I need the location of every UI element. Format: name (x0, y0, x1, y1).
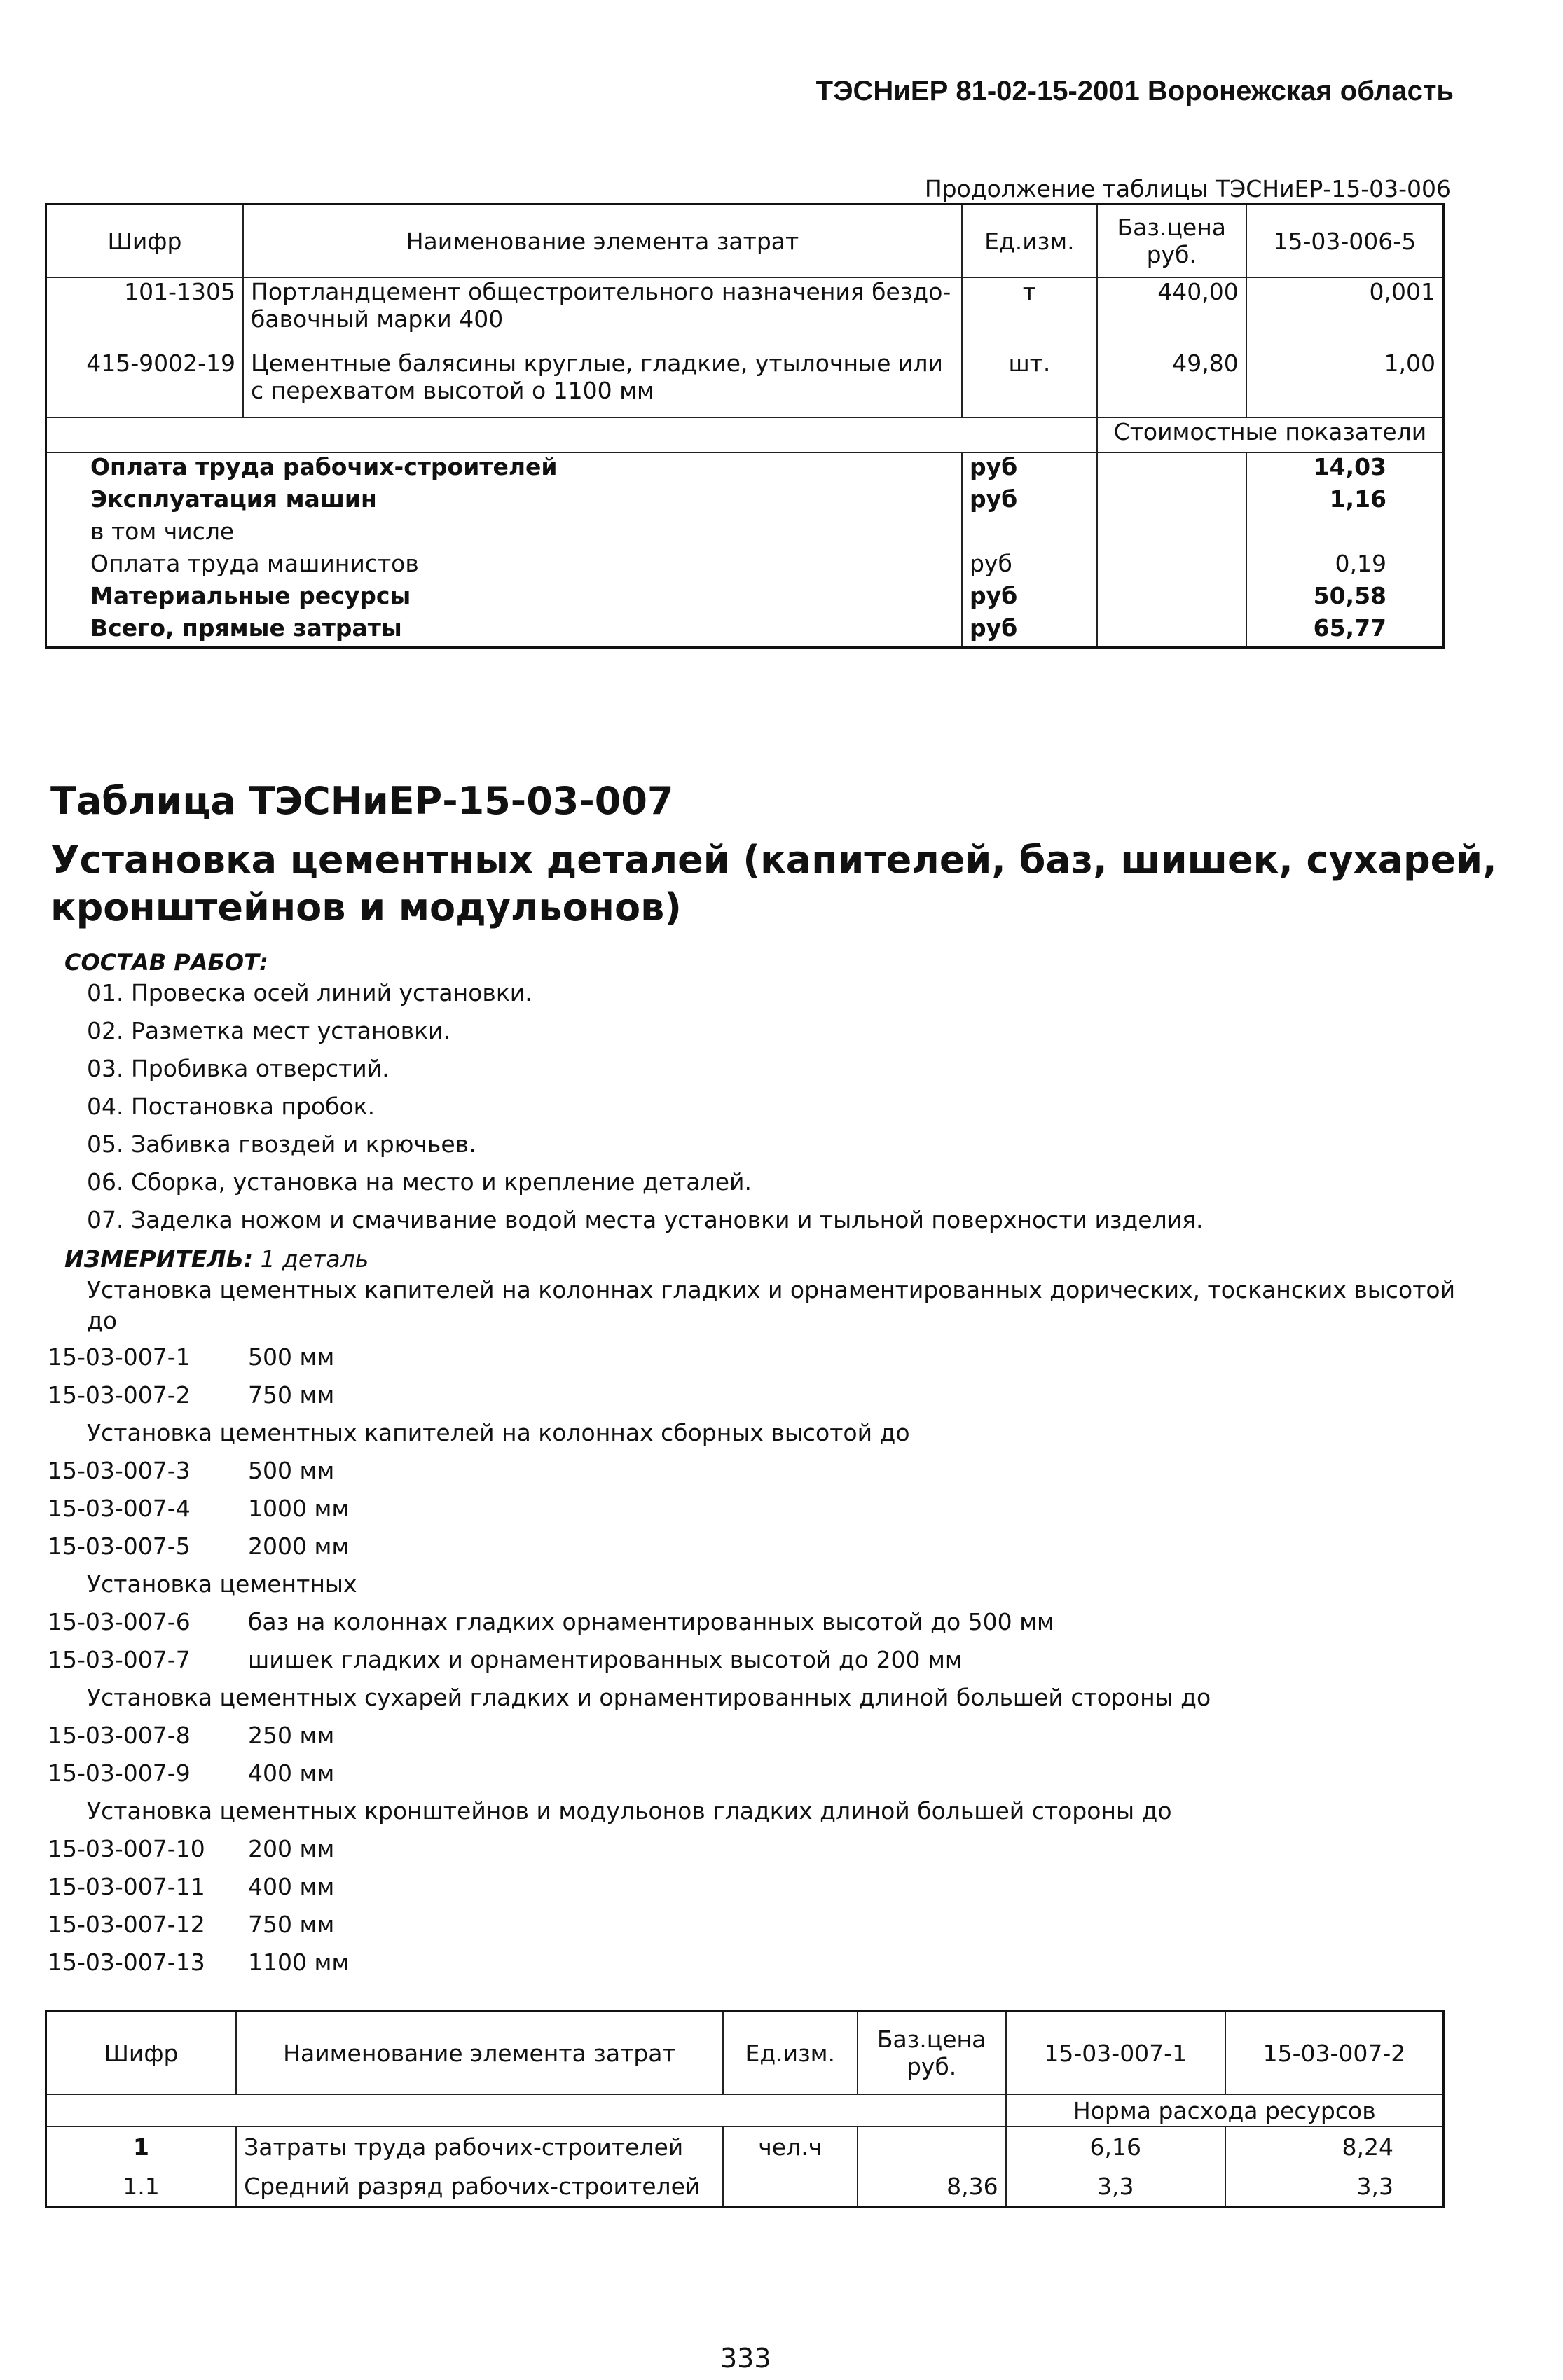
header-price: Баз.цена руб. (1097, 205, 1246, 278)
item-text: 1100 мм (248, 1949, 350, 1976)
table-row (46, 2126, 1444, 2166)
resource-table-15-03-007 (45, 2010, 1445, 2208)
row-code: 415-9002-19 (86, 350, 236, 377)
row-unit: шт. (962, 350, 1097, 417)
row-norm-2: 8,24 (1225, 2126, 1444, 2166)
item-code: 15-03-007-13 (48, 1949, 205, 1976)
meter-label: ИЗМЕРИТЕЛЬ: (64, 1245, 254, 1273)
row-price: 440,00 (1097, 277, 1246, 350)
item-heading: Установка цементных (87, 1570, 357, 1598)
works-label: СОСТАВ РАБОТ: (64, 949, 268, 976)
item-heading: Установка цементных кронштейнов и модульонов гладких длиной большей стороны до (87, 1797, 1172, 1825)
item-text: 200 мм (248, 1835, 335, 1862)
cost-row (46, 452, 1444, 485)
table-row (46, 2166, 1444, 2207)
row-value: 1,00 (1246, 350, 1444, 417)
page-number: 333 (720, 2343, 771, 2374)
work-item: 06. Сборка, установка на место и крепление деталей. (87, 1168, 752, 1196)
cost-label: в том числе (90, 518, 235, 545)
header-unit: Ед.изм. (962, 205, 1097, 278)
cost-value: 14,03 (1246, 452, 1444, 485)
page-title: Таблица ТЭСНиЕР-15-03-007 (50, 779, 674, 823)
meter-value: 1 деталь (260, 1245, 369, 1273)
item-code: 15-03-007-1 (48, 1343, 191, 1371)
table-continuation-caption: Продолжение таблицы ТЭСНиЕР-15-03-006 (924, 175, 1451, 202)
cost-row (46, 614, 1444, 648)
header-name: Наименование элемента затрат (243, 205, 962, 278)
row-code: 1 (133, 2133, 150, 2161)
item-code: 15-03-007-3 (48, 1457, 191, 1484)
row-price: 8,36 (858, 2166, 1006, 2207)
item-text: 2000 мм (248, 1533, 350, 1560)
item-heading: Установка цементных капителей на колоннах сборных высотой до (87, 1419, 910, 1446)
item-text: баз на колоннах гладких орнаментированных высотой до 500 мм (248, 1608, 1054, 1635)
item-code: 15-03-007-9 (48, 1759, 191, 1787)
cost-value: 50,58 (1246, 582, 1444, 614)
work-item: 07. Заделка ножом и смачивание водой места установки и тыльной поверхности изделия. (87, 1206, 1204, 1233)
cost-value: 1,16 (1246, 485, 1444, 518)
page-header: ТЭСНиЕР 81-02-15-2001 Воронежская область (815, 76, 1454, 106)
row-unit: т (962, 277, 1097, 350)
norm-header-row (46, 2094, 1444, 2126)
cost-unit: руб (962, 485, 1097, 518)
table-header-row (46, 2012, 1444, 2095)
norm-header: Норма расхода ресурсов (1006, 2094, 1444, 2126)
cost-label: Оплата труда рабочих-строителей (90, 453, 558, 480)
row-value: 0,001 (1246, 277, 1444, 350)
item-text: 750 мм (248, 1381, 335, 1409)
row-norm-2: 3,3 (1225, 2166, 1444, 2207)
item-code: 15-03-007-8 (48, 1722, 191, 1749)
header-code: Шифр (46, 2012, 237, 2095)
row-unit (723, 2166, 858, 2207)
table-row (46, 277, 1444, 350)
header-code: Шифр (46, 205, 244, 278)
cost-row (46, 518, 1444, 550)
section-subtitle-continued: кронштейнов и модульонов) (50, 885, 682, 929)
row-price (858, 2126, 1006, 2166)
item-code: 15-03-007-5 (48, 1533, 191, 1560)
item-heading: до (87, 1307, 118, 1334)
row-code: 1.1 (123, 2172, 160, 2200)
cost-row (46, 582, 1444, 614)
header-name: Наименование элемента затрат (236, 2012, 723, 2095)
item-code: 15-03-007-11 (48, 1873, 205, 1900)
header-norm: 15-03-006-5 (1246, 205, 1444, 278)
section-subtitle: Установка цементных деталей (капителей, баз, шишек, сухарей, (50, 838, 1497, 882)
header-norm-2: 15-03-007-2 (1225, 2012, 1444, 2095)
header-price: Баз.цена руб. (858, 2012, 1006, 2095)
row-name: Средний разряд рабочих-строителей (236, 2166, 723, 2207)
item-code: 15-03-007-7 (48, 1646, 191, 1673)
cost-unit: руб (962, 550, 1097, 582)
cost-unit: руб (962, 582, 1097, 614)
cost-row (46, 485, 1444, 518)
item-text: 400 мм (248, 1873, 335, 1900)
cost-label: Эксплуатация машин (90, 485, 377, 513)
item-heading: Установка цементных сухарей гладких и орнаментированных длиной большей стороны до (87, 1684, 1211, 1711)
header-norm-1: 15-03-007-1 (1006, 2012, 1225, 2095)
cost-header-row (46, 417, 1444, 452)
item-code: 15-03-007-10 (48, 1835, 205, 1862)
resource-table-15-03-006 (45, 203, 1445, 649)
cost-unit: руб (962, 614, 1097, 648)
cost-label: Всего, прямые затраты (90, 614, 402, 642)
cost-unit: руб (962, 452, 1097, 485)
cost-value: 0,19 (1246, 550, 1444, 582)
cost-value (1246, 518, 1444, 550)
item-code: 15-03-007-2 (48, 1381, 191, 1409)
row-norm-1: 3,3 (1006, 2166, 1225, 2207)
row-name: Портландцемент общестроительного назначения бездо-бавочный марки 400 (243, 277, 962, 350)
row-name: Цементные балясины круглые, гладкие, утылочные или с перехватом высотой о 1100 мм (243, 350, 962, 417)
table-header-row (46, 205, 1444, 278)
cost-unit (962, 518, 1097, 550)
item-code: 15-03-007-6 (48, 1608, 191, 1635)
table-row (46, 350, 1444, 417)
row-norm-1: 6,16 (1006, 2126, 1225, 2166)
item-text: 500 мм (248, 1343, 335, 1371)
work-item: 04. Постановка пробок. (87, 1093, 376, 1120)
header-unit: Ед.изм. (723, 2012, 858, 2095)
item-code: 15-03-007-12 (48, 1911, 205, 1938)
item-code: 15-03-007-4 (48, 1495, 191, 1522)
cost-row (46, 550, 1444, 582)
cost-value: 65,77 (1246, 614, 1444, 648)
item-text: 500 мм (248, 1457, 335, 1484)
cost-label: Материальные ресурсы (90, 582, 411, 609)
cost-header: Стоимостные показатели (1097, 417, 1444, 452)
work-item: 03. Пробивка отверстий. (87, 1055, 390, 1082)
item-text: 1000 мм (248, 1495, 350, 1522)
row-name: Затраты труда рабочих-строителей (236, 2126, 723, 2166)
item-text: 400 мм (248, 1759, 335, 1787)
meter-line (64, 1245, 369, 1273)
work-item: 05. Забивка гвоздей и крючьев. (87, 1130, 476, 1158)
item-text: 750 мм (248, 1911, 335, 1938)
row-code: 101-1305 (124, 278, 236, 305)
work-item: 01. Провеска осей линий установки. (87, 979, 532, 1006)
item-heading: Установка цементных капителей на колоннах гладких и орнаментированных дорических, тосканских высотой (87, 1276, 1456, 1303)
row-price: 49,80 (1097, 350, 1246, 417)
item-text: шишек гладких и орнаментированных высотой до 200 мм (248, 1646, 963, 1673)
cost-label: Оплата труда машинистов (90, 550, 419, 577)
work-item: 02. Разметка мест установки. (87, 1017, 450, 1044)
item-text: 250 мм (248, 1722, 335, 1749)
row-unit: чел.ч (723, 2126, 858, 2166)
